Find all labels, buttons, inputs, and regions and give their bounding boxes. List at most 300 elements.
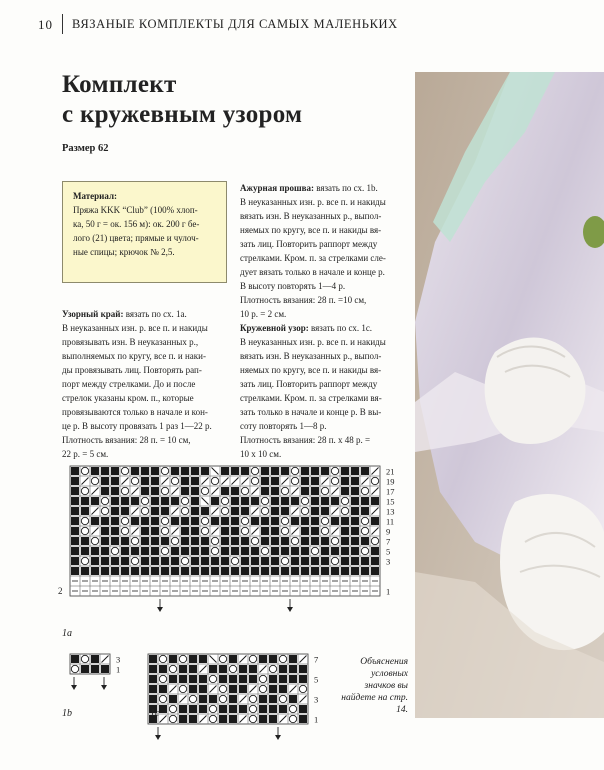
knit-stitch-symbol [361, 567, 369, 575]
knit-stitch-symbol [171, 547, 179, 555]
knit-stitch-symbol [231, 527, 239, 535]
knit-stitch-symbol [269, 675, 277, 683]
knit-stitch-symbol [269, 715, 277, 723]
material-line: лого (21) цвета; прямые и чулоч- [73, 233, 199, 243]
knit-stitch-symbol [251, 547, 259, 555]
knit-stitch-symbol [259, 655, 267, 663]
knit-stitch-symbol [179, 665, 187, 673]
knit-stitch-symbol [101, 547, 109, 555]
knit-stitch-symbol [301, 537, 309, 545]
knit-stitch-symbol [351, 487, 359, 495]
knit-stitch-symbol [191, 557, 199, 565]
knit-stitch-symbol [271, 537, 279, 545]
knit-stitch-symbol [141, 477, 149, 485]
knit-stitch-symbol [291, 567, 299, 575]
knit-stitch-symbol [311, 537, 319, 545]
row-number-label: 3 [386, 556, 391, 567]
knit-stitch-symbol [341, 567, 349, 575]
text-line: В неуказанных изн. р. все п. и накиды [62, 323, 208, 333]
text-line: 10 р. = 2 см. [240, 309, 287, 319]
text-line: це р. В высоту провязать 1 раз 1—22 р. [62, 421, 212, 431]
row-number-label: 9 [386, 526, 391, 537]
knit-stitch-symbol [111, 517, 119, 525]
material-line: ка, 50 г = ок. 156 м): ок. 200 г бе- [73, 219, 200, 229]
knit-stitch-symbol [351, 477, 359, 485]
knit-stitch-symbol [211, 567, 219, 575]
knit-stitch-symbol [351, 567, 359, 575]
knit-stitch-symbol [271, 467, 279, 475]
text-line: стрелками. Кром. п. за стрелками сле- [240, 253, 386, 263]
knit-stitch-symbol [101, 567, 109, 575]
knit-stitch-symbol [181, 567, 189, 575]
knit-stitch-symbol [181, 517, 189, 525]
knit-stitch-symbol [271, 477, 279, 485]
knit-stitch-symbol [81, 547, 89, 555]
knit-stitch-symbol [271, 487, 279, 495]
knit-stitch-symbol [151, 497, 159, 505]
knit-stitch-symbol [91, 517, 99, 525]
knit-stitch-symbol [261, 467, 269, 475]
knit-stitch-symbol [199, 675, 207, 683]
chart-label-1b: 1b [62, 708, 72, 719]
knit-stitch-symbol [221, 487, 229, 495]
page-number: 10 [38, 17, 53, 32]
knit-stitch-symbol [231, 547, 239, 555]
knit-stitch-symbol [261, 537, 269, 545]
knit-stitch-symbol [281, 547, 289, 555]
knit-stitch-symbol [231, 537, 239, 545]
knit-stitch-symbol [159, 665, 167, 673]
lace-first: вязать по сх. 1c. [308, 323, 373, 333]
knit-stitch-symbol [151, 537, 159, 545]
knit-stitch-symbol [179, 675, 187, 683]
knit-stitch-symbol [241, 467, 249, 475]
knit-stitch-symbol [111, 497, 119, 505]
knit-stitch-symbol [301, 477, 309, 485]
page-header [0, 0, 604, 40]
text-line: 22 р. = 5 см. [62, 449, 109, 459]
knit-stitch-symbol [161, 537, 169, 545]
knit-stitch-symbol [371, 517, 379, 525]
knit-stitch-symbol [181, 467, 189, 475]
knit-stitch-symbol [219, 715, 227, 723]
border-first: вязать по сх. 1а. [123, 309, 187, 319]
knit-stitch-symbol [231, 497, 239, 505]
chart-label-1a: 1a [62, 628, 72, 639]
row-number-label: 7 [386, 536, 391, 547]
knit-stitch-symbol [271, 557, 279, 565]
knit-stitch-symbol [101, 477, 109, 485]
knit-stitch-symbol [271, 567, 279, 575]
material-title: Материал: [73, 191, 117, 201]
knit-stitch-symbol [351, 467, 359, 475]
knit-stitch-symbol [171, 467, 179, 475]
knit-stitch-symbol [271, 547, 279, 555]
knit-stitch-symbol [101, 665, 109, 673]
text-line: провязываются только в начале и кон- [62, 407, 208, 417]
title-line-1: Комплект [62, 71, 177, 98]
knit-stitch-symbol [141, 527, 149, 535]
text-line: няемых по кругу, все п. и накиды вя- [240, 365, 382, 375]
chart-grid [148, 654, 338, 746]
knit-stitch-symbol [351, 517, 359, 525]
knit-stitch-symbol [199, 685, 207, 693]
material-line: Пряжа KKK “Club” (100% хлоп- [73, 205, 198, 215]
knit-stitch-symbol [101, 517, 109, 525]
knit-stitch-symbol [301, 567, 309, 575]
knit-stitch-symbol [159, 705, 167, 713]
knit-stitch-symbol [291, 557, 299, 565]
knit-stitch-symbol [219, 665, 227, 673]
row-number-label: 19 [386, 476, 395, 487]
knit-stitch-symbol [321, 497, 329, 505]
knit-stitch-symbol [189, 665, 197, 673]
knit-stitch-symbol [261, 487, 269, 495]
knit-stitch-symbol [191, 547, 199, 555]
chart-label-1c: 1c [150, 708, 160, 719]
knit-stitch-symbol [311, 567, 319, 575]
text-line: зать лиц. Повторить раппорт между [240, 379, 378, 389]
knit-stitch-symbol [229, 685, 237, 693]
knit-stitch-symbol [301, 547, 309, 555]
knit-stitch-symbol [181, 547, 189, 555]
knit-stitch-symbol [151, 487, 159, 495]
knit-stitch-symbol [149, 695, 157, 703]
knit-stitch-symbol [121, 497, 129, 505]
knit-stitch-symbol [191, 487, 199, 495]
knit-stitch-symbol [191, 467, 199, 475]
knit-stitch-symbol [269, 655, 277, 663]
knit-stitch-symbol [211, 557, 219, 565]
knit-stitch-symbol [161, 567, 169, 575]
knitting-chart-1c [148, 654, 338, 746]
knit-stitch-symbol [161, 557, 169, 565]
knit-stitch-symbol [91, 665, 99, 673]
knit-stitch-symbol [351, 547, 359, 555]
knit-stitch-symbol [221, 547, 229, 555]
knit-stitch-symbol [261, 517, 269, 525]
knit-stitch-symbol [229, 715, 237, 723]
knit-stitch-symbol [361, 507, 369, 515]
knit-stitch-symbol [291, 547, 299, 555]
knit-stitch-symbol [81, 507, 89, 515]
knit-stitch-symbol [271, 507, 279, 515]
knit-stitch-symbol [179, 715, 187, 723]
knit-stitch-symbol [191, 537, 199, 545]
knit-stitch-symbol [91, 567, 99, 575]
text-line: ды провязывать лиц. Повторять рап- [62, 365, 202, 375]
row-number-label: 1 [314, 714, 319, 725]
knit-stitch-symbol [131, 467, 139, 475]
knit-stitch-symbol [219, 705, 227, 713]
knit-stitch-symbol [121, 507, 129, 515]
knit-stitch-symbol [91, 557, 99, 565]
knit-stitch-symbol [149, 665, 157, 673]
knit-stitch-symbol [219, 675, 227, 683]
knit-stitch-symbol [81, 567, 89, 575]
knit-stitch-symbol [71, 497, 79, 505]
knit-stitch-symbol [91, 547, 99, 555]
knit-stitch-symbol [341, 537, 349, 545]
knit-stitch-symbol [231, 507, 239, 515]
knit-stitch-symbol [269, 705, 277, 713]
knit-stitch-symbol [191, 517, 199, 525]
knit-stitch-symbol [311, 477, 319, 485]
stripe-first: вязать по сх. 1b. [313, 183, 378, 193]
knit-stitch-symbol [261, 557, 269, 565]
row-number-label: 21 [386, 466, 395, 477]
row-number-label: 15 [386, 496, 395, 507]
knit-stitch-symbol [71, 487, 79, 495]
chart-grid [70, 654, 140, 696]
knit-stitch-symbol [311, 487, 319, 495]
knit-stitch-symbol [311, 557, 319, 565]
knit-stitch-symbol [189, 705, 197, 713]
text-line: выполняемых по кругу, все п. и наки- [62, 351, 206, 361]
knit-stitch-symbol [141, 517, 149, 525]
knit-stitch-symbol [209, 695, 217, 703]
knit-stitch-symbol [361, 497, 369, 505]
knit-stitch-symbol [289, 665, 297, 673]
knit-stitch-symbol [151, 527, 159, 535]
text-line: В неуказанных изн. р. все п. и накиды [240, 337, 386, 347]
knit-stitch-symbol [249, 675, 257, 683]
row-number-label: 5 [386, 546, 391, 557]
knit-stitch-symbol [181, 477, 189, 485]
row-number-label: 2 [58, 586, 63, 596]
knit-stitch-symbol [239, 705, 247, 713]
knit-stitch-symbol [299, 665, 307, 673]
knit-stitch-symbol [81, 537, 89, 545]
knit-stitch-symbol [189, 655, 197, 663]
text-line: Плотность вязания: 28 п. = 10 см, [62, 435, 191, 445]
repeat-arrow-icon [71, 677, 77, 690]
knit-stitch-symbol [279, 675, 287, 683]
knit-stitch-symbol [191, 477, 199, 485]
knit-stitch-symbol [101, 527, 109, 535]
knit-stitch-symbol [181, 537, 189, 545]
knit-stitch-symbol [259, 715, 267, 723]
knit-stitch-symbol [299, 715, 307, 723]
knit-stitch-symbol [331, 517, 339, 525]
knit-stitch-symbol [301, 557, 309, 565]
knit-stitch-symbol [221, 467, 229, 475]
knit-stitch-symbol [151, 507, 159, 515]
knit-stitch-symbol [221, 537, 229, 545]
knit-stitch-symbol [281, 497, 289, 505]
knitting-chart-1a [58, 466, 410, 618]
knit-stitch-symbol [351, 507, 359, 515]
knit-stitch-symbol [151, 567, 159, 575]
text-line: дует вязать только в начале и конце р. [240, 267, 385, 277]
knit-stitch-symbol [71, 527, 79, 535]
lace-heading: Кружевной узор: [240, 323, 309, 333]
knit-stitch-symbol [171, 557, 179, 565]
knit-stitch-symbol [321, 567, 329, 575]
knit-stitch-symbol [81, 497, 89, 505]
knit-stitch-symbol [341, 527, 349, 535]
knit-stitch-symbol [331, 497, 339, 505]
knit-stitch-symbol [221, 557, 229, 565]
knit-stitch-symbol [221, 527, 229, 535]
lace-pattern-text [240, 321, 410, 461]
knit-stitch-symbol [161, 507, 169, 515]
knit-stitch-symbol [321, 557, 329, 565]
row-number-label: 1 [116, 664, 121, 675]
knit-stitch-symbol [371, 557, 379, 565]
knit-stitch-symbol [71, 537, 79, 545]
row-number-label: 11 [386, 516, 395, 527]
knit-stitch-symbol [71, 507, 79, 515]
row-number-label: 1 [386, 586, 391, 597]
knit-stitch-symbol [209, 665, 217, 673]
knit-stitch-symbol [361, 557, 369, 565]
knit-stitch-symbol [171, 567, 179, 575]
knit-stitch-symbol [249, 665, 257, 673]
knit-stitch-symbol [271, 527, 279, 535]
row-number-label: 7 [314, 654, 319, 665]
knit-stitch-symbol [131, 517, 139, 525]
knit-stitch-symbol [191, 567, 199, 575]
knit-stitch-symbol [71, 567, 79, 575]
knit-stitch-symbol [341, 487, 349, 495]
knit-stitch-symbol [169, 655, 177, 663]
text-line: стрелками. Кром. п. за стрелками вя- [240, 393, 382, 403]
knit-stitch-symbol [229, 675, 237, 683]
knit-stitch-symbol [101, 537, 109, 545]
knit-stitch-symbol [251, 567, 259, 575]
knit-stitch-symbol [311, 497, 319, 505]
knit-stitch-symbol [361, 467, 369, 475]
knit-stitch-symbol [151, 477, 159, 485]
knit-stitch-symbol [141, 487, 149, 495]
repeat-arrow-icon [101, 677, 107, 690]
knit-stitch-symbol [271, 517, 279, 525]
knit-stitch-symbol [141, 547, 149, 555]
knit-stitch-symbol [171, 517, 179, 525]
knit-stitch-symbol [331, 547, 339, 555]
knit-stitch-symbol [229, 705, 237, 713]
knit-stitch-symbol [91, 655, 99, 663]
knit-stitch-symbol [211, 497, 219, 505]
knit-stitch-symbol [141, 557, 149, 565]
article-title [62, 70, 302, 130]
row-number-label: 5 [314, 674, 319, 685]
product-photo [415, 72, 604, 718]
knit-stitch-symbol [361, 537, 369, 545]
title-line-2: с кружевным узором [62, 101, 303, 128]
border-pattern-text [62, 307, 232, 461]
knit-stitch-symbol [121, 547, 129, 555]
knit-stitch-symbol [151, 467, 159, 475]
knit-stitch-symbol [141, 467, 149, 475]
knit-stitch-symbol [301, 517, 309, 525]
knit-stitch-symbol [289, 675, 297, 683]
knit-stitch-symbol [169, 675, 177, 683]
material-line: ные спицы; крючок № 2,5. [73, 247, 175, 257]
knit-stitch-symbol [81, 665, 89, 673]
knit-stitch-symbol [251, 497, 259, 505]
text-line: стрелок указаны кром. п., которые [62, 393, 194, 403]
knit-stitch-symbol [71, 477, 79, 485]
knit-stitch-symbol [91, 467, 99, 475]
symbols-note: Объяснения условных значков вы найдете на стр. 14. [341, 657, 408, 715]
text-line: няемых по кругу, все п. и накиды вя- [240, 225, 382, 235]
knit-stitch-symbol [371, 497, 379, 505]
knit-stitch-symbol [279, 685, 287, 693]
knit-stitch-symbol [281, 507, 289, 515]
text-line: 10 х 10 см. [240, 449, 282, 459]
knit-stitch-symbol [199, 655, 207, 663]
repeat-arrow-icon [275, 727, 281, 740]
knit-stitch-symbol [201, 537, 209, 545]
knit-stitch-symbol [211, 517, 219, 525]
knit-stitch-symbol [279, 665, 287, 673]
knit-stitch-symbol [101, 557, 109, 565]
knit-stitch-symbol [289, 655, 297, 663]
knit-stitch-symbol [181, 527, 189, 535]
knit-stitch-symbol [121, 537, 129, 545]
text-line: вязать изн. В неуказанных р., выпол- [240, 211, 382, 221]
knit-stitch-symbol [199, 705, 207, 713]
knit-stitch-symbol [241, 537, 249, 545]
knit-stitch-symbol [239, 665, 247, 673]
knit-stitch-symbol [371, 567, 379, 575]
knit-stitch-symbol [201, 467, 209, 475]
knit-stitch-symbol [149, 685, 157, 693]
knit-stitch-symbol [251, 557, 259, 565]
knit-stitch-symbol [131, 547, 139, 555]
header-divider [62, 14, 63, 34]
knit-stitch-symbol [71, 467, 79, 475]
knit-stitch-symbol [191, 497, 199, 505]
knit-stitch-symbol [239, 675, 247, 683]
border-heading: Узорный край: [62, 309, 124, 319]
knit-stitch-symbol [281, 537, 289, 545]
knit-stitch-symbol [111, 567, 119, 575]
text-line: В высоту повторять 1—4 р. [240, 281, 346, 291]
knit-stitch-symbol [201, 507, 209, 515]
knit-stitch-symbol [71, 557, 79, 565]
knit-stitch-symbol [111, 537, 119, 545]
knit-stitch-symbol [241, 557, 249, 565]
row-number-label: 3 [116, 654, 121, 665]
knit-stitch-symbol [101, 487, 109, 495]
text-line: Плотность вязания: 28 п. =10 см, [240, 295, 367, 305]
knit-stitch-symbol [241, 497, 249, 505]
text-line: провязывать изн. В неуказанных р., [62, 337, 199, 347]
knit-stitch-symbol [161, 497, 169, 505]
text-line: соту повторять 1—8 р. [240, 421, 327, 431]
knit-stitch-symbol [371, 547, 379, 555]
knit-stitch-symbol [189, 715, 197, 723]
knit-stitch-symbol [299, 705, 307, 713]
knit-stitch-symbol [301, 467, 309, 475]
knit-stitch-symbol [191, 507, 199, 515]
knit-stitch-symbol [201, 557, 209, 565]
knit-stitch-symbol [341, 517, 349, 525]
knit-stitch-symbol [201, 547, 209, 555]
text-line: зать только в начале и конце р. В вы- [240, 407, 382, 417]
section-title: ВЯЗАНЫЕ КОМПЛЕКТЫ ДЛЯ САМЫХ МАЛЕНЬКИХ [72, 17, 398, 31]
knitting-chart-1b [70, 654, 140, 696]
knit-stitch-symbol [311, 517, 319, 525]
knit-stitch-symbol [311, 507, 319, 515]
repeat-arrow-icon [155, 727, 161, 740]
knit-stitch-symbol [71, 655, 79, 663]
knit-stitch-symbol [191, 527, 199, 535]
knit-stitch-symbol [241, 567, 249, 575]
